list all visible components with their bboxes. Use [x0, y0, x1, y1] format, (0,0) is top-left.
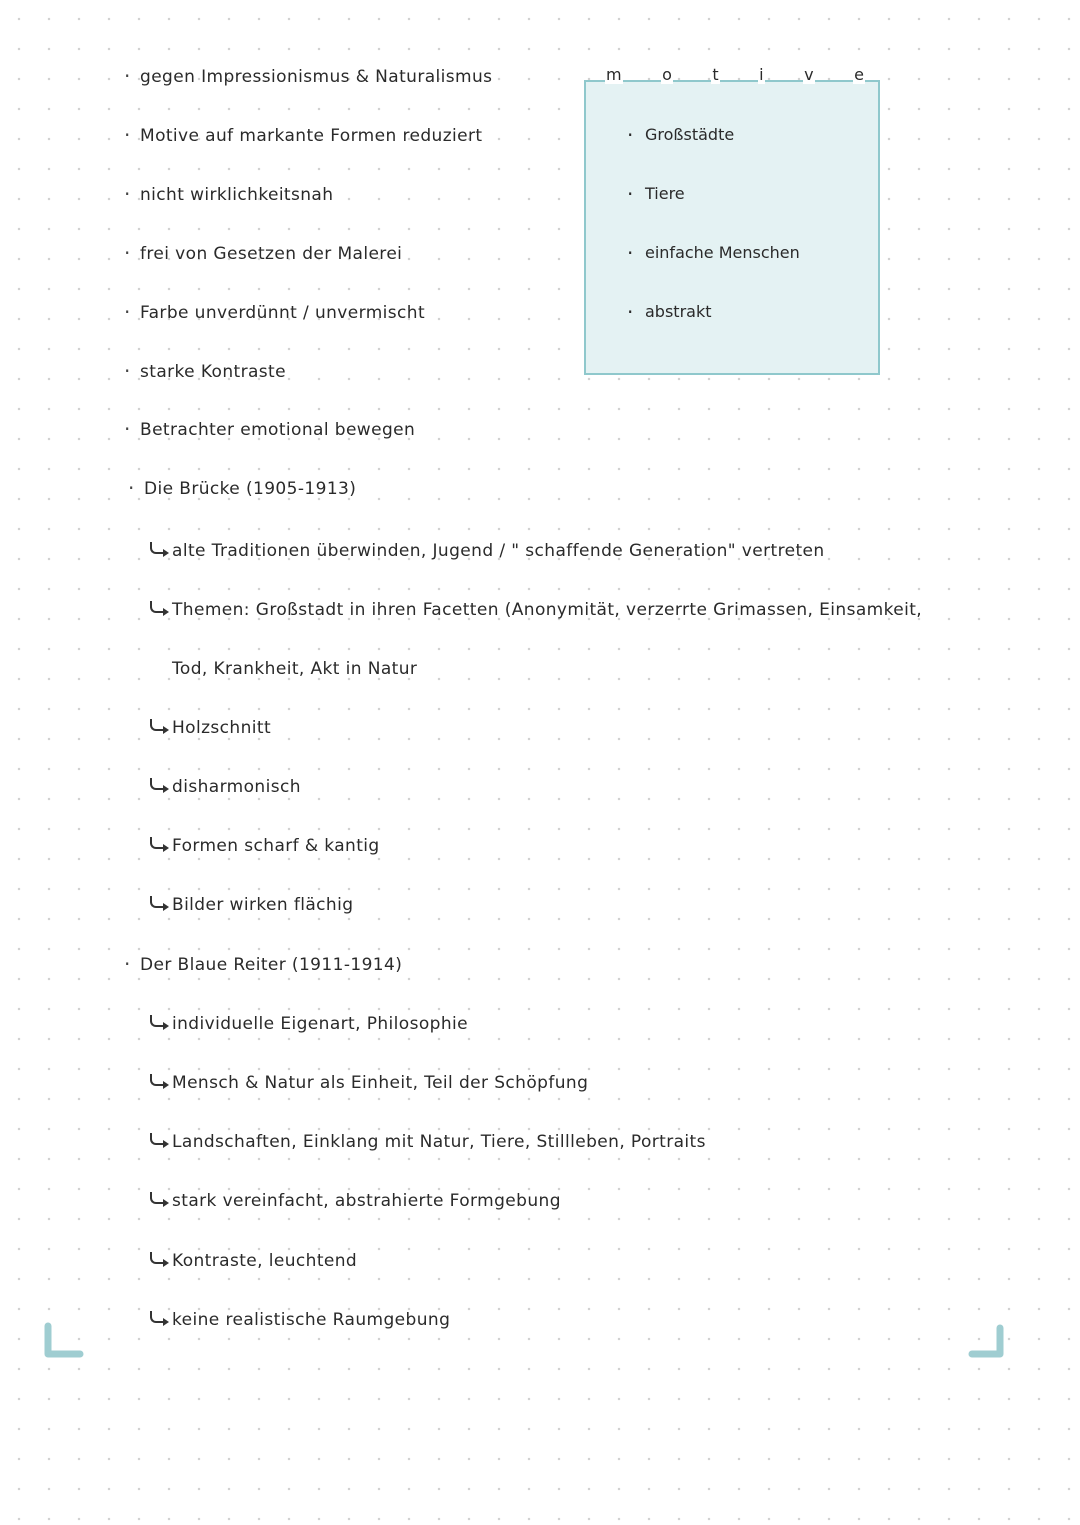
- section-heading-blaue-reiter: · Der Blaue Reiter (1911-1914): [140, 954, 402, 976]
- sub-item: individuelle Eigenart, Philosophie: [172, 1013, 468, 1035]
- bullet-item: · starke Kontraste: [140, 361, 286, 383]
- title-letter: t: [712, 65, 719, 84]
- bullet-item: · nicht wirklichkeitsnah: [140, 184, 333, 206]
- title-letter: i: [759, 65, 764, 84]
- arrow-icon: [150, 1015, 166, 1027]
- arrow-icon: [150, 778, 166, 790]
- motive-item: · einfache Menschen: [645, 243, 800, 262]
- title-letter: o: [662, 65, 672, 84]
- motive-item: · abstrakt: [645, 302, 712, 321]
- sub-item: stark vereinfacht, abstrahierte Formgebung: [172, 1190, 561, 1212]
- section-heading-bruecke: · Die Brücke (1905-1913): [144, 478, 356, 500]
- motive-item: · Großstädte: [645, 125, 734, 144]
- bullet-item: · Betrachter emotional bewegen: [140, 419, 415, 441]
- arrow-icon: [150, 896, 166, 908]
- arrow-icon: [150, 1311, 166, 1323]
- bullet-item: · Farbe unverdünnt / unvermischt: [140, 302, 425, 324]
- sub-item: Mensch & Natur als Einheit, Teil der Schöpfung: [172, 1072, 588, 1094]
- arrow-icon: [150, 837, 166, 849]
- title-letter: m: [606, 65, 622, 84]
- bullet-item: · Motive auf markante Formen reduziert: [140, 125, 482, 147]
- arrow-icon: [150, 542, 166, 554]
- sub-item: Holzschnitt: [172, 717, 271, 739]
- sub-item: Formen scharf & kantig: [172, 835, 380, 857]
- arrow-icon: [150, 601, 166, 613]
- arrow-icon: [150, 1252, 166, 1264]
- sub-item: Themen: Großstadt in ihren Facetten (Anonymität, verzerrte Grimassen, Einsamkeit,: [172, 599, 922, 621]
- sub-item: Bilder wirken flächig: [172, 894, 353, 916]
- motive-item: · Tiere: [645, 184, 685, 203]
- sub-item-continuation: Tod, Krankheit, Akt in Natur: [172, 659, 418, 679]
- sub-item: disharmonisch: [172, 776, 301, 798]
- arrow-icon: [150, 1074, 166, 1086]
- bullet-item: · frei von Gesetzen der Malerei: [140, 243, 402, 265]
- bullet-item: · gegen Impressionismus & Naturalismus: [140, 66, 492, 88]
- sub-item: Landschaften, Einklang mit Natur, Tiere, Stillleben, Portraits: [172, 1131, 706, 1153]
- corner-mark-left-icon: [40, 1322, 86, 1362]
- motive-box-title: [605, 66, 865, 84]
- arrow-icon: [150, 719, 166, 731]
- sub-item: alte Traditionen überwinden, Jugend / " schaffende Generation" vertreten: [172, 540, 825, 562]
- arrow-icon: [150, 1133, 166, 1145]
- title-letter: e: [854, 65, 864, 84]
- sub-item: Kontraste, leuchtend: [172, 1250, 357, 1272]
- title-letter: v: [804, 65, 814, 84]
- sub-item: keine realistische Raumgebung: [172, 1309, 450, 1331]
- corner-mark-right-icon: [964, 1322, 1010, 1362]
- arrow-icon: [150, 1192, 166, 1204]
